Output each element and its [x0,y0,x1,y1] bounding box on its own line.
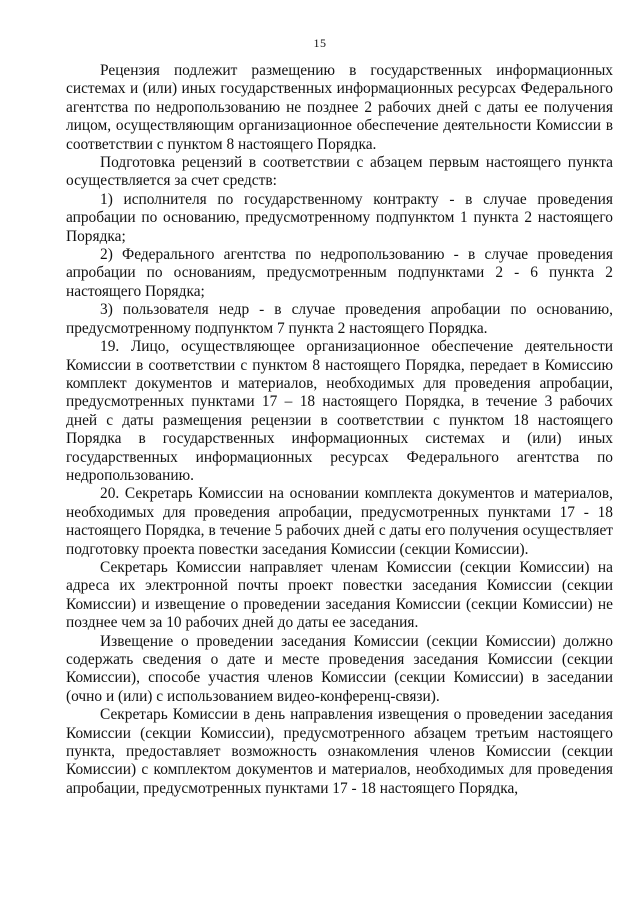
paragraph-19: 19. Лицо, осуществляющее организационное обеспечение деятельности Комиссии в соответствии с пунктом 8 настоящего Порядка, передает в Комиссию комплект документов и материалов, необходимых для проведения апробации, предусмотренных пунктами 17 – 18 настоящего Порядка, в течение 3 рабочих дней с даты размещения рецензии в соответствии с пунктом 18 настоящего Порядка в государственных информационных системах и (или) иных государственных информационных ресурсах Федерального агентства по недропользованию. [66,338,613,484]
page-number: 15 [313,36,327,50]
document-body [66,62,613,798]
list-item-subsoil-user: 3) пользователя недр - в случае проведения апробации по основанию, предусмотренному подпунктом 7 пункта 2 настоящего Порядка. [66,301,613,337]
list-item-federal-agency: 2) Федерального агентства по недропользованию - в случае проведения апробации по основаниям, предусмотренным подпунктами 2 - 6 пункта 2 настоящего Порядка; [66,246,613,300]
paragraph-review-funding: Подготовка рецензий в соответствии с абзацем первым настоящего пункта осуществляется за счет средств: [66,154,613,190]
paragraph-notice-content: Извещение о проведении заседания Комиссии (секции Комиссии) должно содержать сведения о дате и месте проведения заседания Комиссии (секции Комиссии), способе участия членов Комиссии (секции Комиссии) в заседании (очно и (или) с использованием видео-конференц-связи). [66,632,613,705]
paragraph-review-publication: Рецензия подлежит размещению в государственных информационных системах и (или) иных государственных информационных ресурсах Федерального агентства по недропользованию не позднее 2 рабочих дней с даты ее получения лицом, осуществляющим организационное обеспечение деятельности Комиссии в соответствии с пунктом 8 настоящего Порядка. [66,62,613,153]
paragraph-document-access: Секретарь Комиссии в день направления извещения о проведении заседания Комиссии (секции Комиссии), предусмотренного абзацем третьим настоящего пункта, предоставляет возможность ознакомления членов Комиссии (секции Комиссии) с комплектом документов и материалов, необходимых для проведения апробации, предусмотренных пунктами 17 - 18 настоящего Порядка, [66,706,613,797]
paragraph-20: 20. Секретарь Комиссии на основании комплекта документов и материалов, необходимых для проведения апробации, предусмотренных пунктами 17 - 18 настоящего Порядка, в течение 5 рабочих дней с даты его получения осуществляет подготовку проекта повестки заседания Комиссии (секции Комиссии). [66,485,613,558]
paragraph-agenda-sending: Секретарь Комиссии направляет членам Комиссии (секции Комиссии) на адреса их электронной почты проект повестки заседания Комиссии (секции Комиссии) и извещение о проведении заседания Комиссии (секции Комиссии) не позднее чем за 10 рабочих дней до даты ее заседания. [66,558,613,632]
list-item-contractor: 1) исполнителя по государственному контракту - в случае проведения апробации по основанию, предусмотренному подпунктом 1 пункта 2 настоящего Порядка; [66,190,613,245]
